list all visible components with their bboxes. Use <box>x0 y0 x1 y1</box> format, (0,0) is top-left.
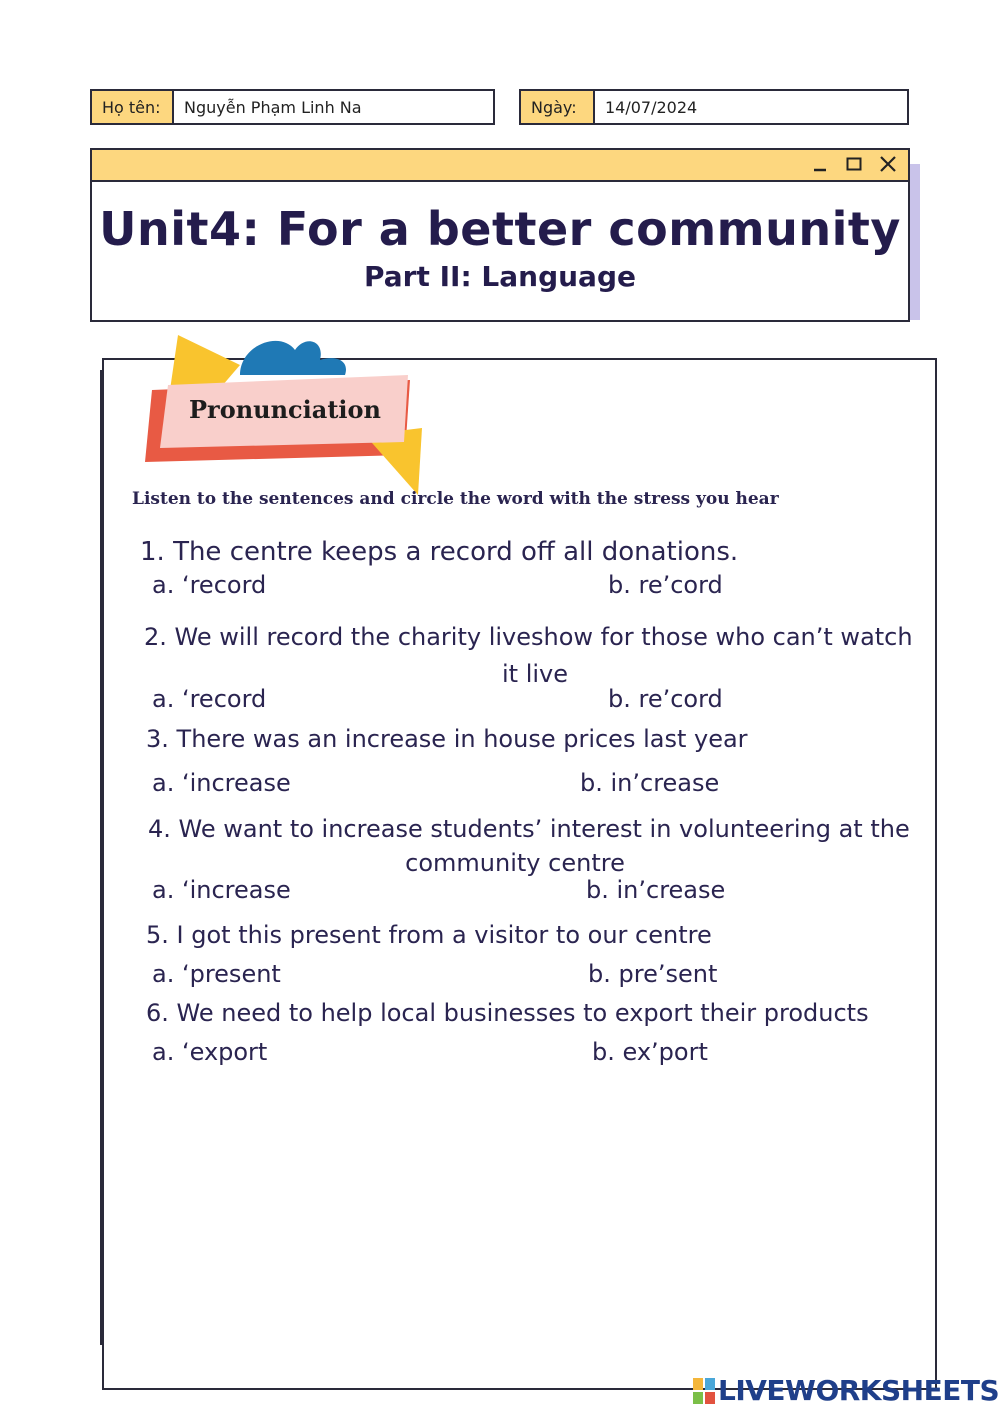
question-4-continued: community centre <box>405 849 625 877</box>
q5-option-b[interactable]: b. pre’sent <box>588 960 718 988</box>
instruction: Listen to the sentences and circle the word with the stress you hear <box>132 489 779 509</box>
minimize-icon <box>810 154 830 174</box>
close-icon <box>878 154 898 174</box>
liveworksheets-logo <box>693 1374 999 1407</box>
title-window-shadow <box>910 164 920 320</box>
date-value[interactable]: 14/07/2024 <box>605 97 698 117</box>
q2-option-a[interactable]: a. ‘record <box>152 685 267 713</box>
question-5: 5. I got this present from a visitor to our centre <box>146 921 712 949</box>
question-3: 3. There was an increase in house prices last year <box>146 725 748 753</box>
q4-option-b[interactable]: b. in’crease <box>586 876 726 904</box>
q3-option-a[interactable]: a. ‘increase <box>152 769 291 797</box>
question-2-continued: it live <box>501 660 568 688</box>
name-value[interactable]: Nguyễn Phạm Linh Na <box>184 97 362 117</box>
q1-option-b[interactable]: b. re’cord <box>608 571 723 599</box>
q6-option-b[interactable]: b. ex’port <box>592 1038 708 1066</box>
date-field[interactable] <box>519 89 909 125</box>
page-subtitle: Part II: Language <box>364 260 636 293</box>
watermark-text: LIVEWORKSHEETS <box>718 1374 1000 1407</box>
q1-option-a[interactable]: a. ‘record <box>152 571 267 599</box>
title-bar <box>92 150 908 182</box>
q2-option-b[interactable]: b. re’cord <box>608 685 723 713</box>
name-field[interactable] <box>90 89 495 125</box>
date-label: Ngày: <box>521 91 595 123</box>
question-4: 4. We want to increase students’ interest in volunteering at the <box>148 815 910 843</box>
name-label: Họ tên: <box>92 91 174 123</box>
page-title: Unit4: For a better community <box>99 202 901 256</box>
section-label: Pronunciation <box>189 395 381 424</box>
q6-option-a[interactable]: a. ‘export <box>152 1038 268 1066</box>
question-6: 6. We need to help local businesses to export their products <box>146 999 869 1027</box>
question-1: 1. The centre keeps a record off all donations. <box>140 537 739 567</box>
maximize-icon <box>844 154 864 174</box>
q4-option-a[interactable]: a. ‘increase <box>152 876 291 904</box>
q5-option-a[interactable]: a. ‘present <box>152 960 281 988</box>
content-box-left-strip <box>100 370 104 1345</box>
title-window <box>90 148 910 322</box>
q3-option-b[interactable]: b. in’crease <box>580 769 720 797</box>
liveworksheets-icon <box>693 1378 715 1404</box>
question-2: 2. We will record the charity liveshow for those who can’t watch <box>144 623 913 651</box>
